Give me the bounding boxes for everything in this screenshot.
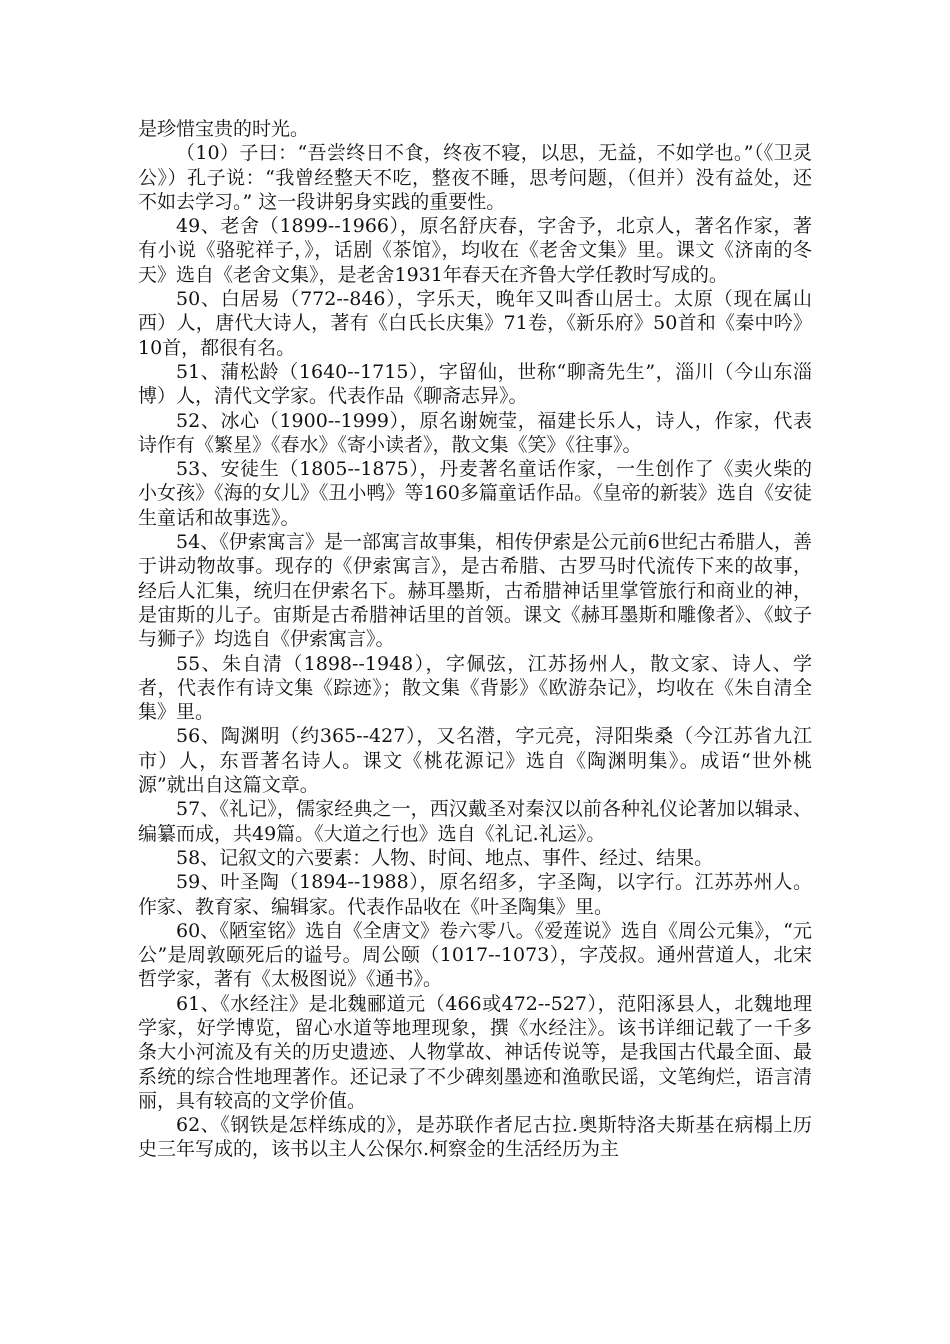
paragraph-item-53: 53、安徒生（1805--1875），丹麦著名童话作家，一生创作了《卖火柴的小女孩》《海的女儿》《丑小鸭》等160多篇童话作品。《皇帝的新装》选自《安徒生童话和故事选》。 xyxy=(138,458,812,529)
paragraph-item-57: 57、《礼记》，儒家经典之一，西汉戴圣对秦汉以前各种礼仪论著加以辑录、编纂而成，共49篇。《大道之行也》选自《礼记.礼运》。 xyxy=(138,798,812,845)
paragraph-item-54: 54、《伊索寓言》是一部寓言故事集，相传伊索是公元前6世纪古希腊人，善于讲动物故事。现存的《伊索寓言》，是古希腊、古罗马时代流传下来的故事，经后人汇集，统归在伊索名下。赫耳墨斯，古希腊神话里掌管旅行和商业的神，是宙斯的儿子。宙斯是古希腊神话里的首领。课文《赫耳墨斯和雕像者》、《蚊子与狮子》均选自《伊索寓言》。 xyxy=(138,531,812,651)
paragraph-item-58: 58、记叙文的六要素：人物、时间、地点、事件、经过、结果。 xyxy=(176,846,714,869)
paragraph-item-49: 49、老舍（1899--1966），原名舒庆春，字舍予，北京人，著名作家，著有小说《骆驼祥子，》，话剧《茶馆》，均收在《老舍文集》里。课文《济南的冬天》选自《老舍文集》，是老舍1931年春天在齐鲁大学任教时写成的。 xyxy=(138,215,812,286)
paragraph-item-56: 56、陶渊明（约365--427），又名潜，字元亮，浔阳柴桑（今江苏省九江市）人，东晋著名诗人。课文《桃花源记》选自《陶渊明集》。成语“世外桃源”就出自这篇文章。 xyxy=(138,725,812,797)
paragraph-item-51: 51、蒲松龄（1640--1715），字留仙，世称“聊斋先生”，淄川（今山东淄博）人，清代文学家。代表作品《聊斋志异》。 xyxy=(138,360,812,408)
paragraph-continuation: 是珍惜宝贵的时光。 xyxy=(138,118,310,140)
paragraph-item-55: 55、朱自清（1898--1948），字佩弦，江苏扬州人，散文家、诗人、学者，代表作有诗文集《踪迹》；散文集《背影》《欧游杂记》，均收在《朱自清全集》里。 xyxy=(138,652,812,724)
paragraph-item-52: 52、冰心（1900--1999），原名谢婉莹，福建长乐人，诗人，作家，代表诗作有《繁星》《春水》《寄小读者》，散文集《笑》《往事》。 xyxy=(138,409,812,456)
paragraph-item-60: 60、《陋室铭》选自《全唐文》卷六零八。《爱莲说》选自《周公元集》，“元公”是周敦颐死后的谥号。周公颐（1017--1073），字茂叔。通州营道人，北宋哲学家，著有《太极图说》《通书》。 xyxy=(138,919,812,991)
paragraph-item-62: 62、《钢铁是怎样练成的》，是苏联作者尼古拉.奥斯特洛夫斯基在病榻上历史三年写成的，该书以主人公保尔.柯察金的生活经历为主 xyxy=(138,1114,812,1161)
paragraph-item-59: 59、叶圣陶（1894--1988），原名绍多，字圣陶，以字行。江苏苏州人。作家、教育家、编辑家。代表作品收在《叶圣陶集》里。 xyxy=(138,871,812,918)
paragraph-item-61: 61、《水经注》是北魏郦道元（466或472--527），范阳涿县人，北魏地理学家，好学博览，留心水道等地理现象，撰《水经注》。该书详细记载了一千多条大小河流及有关的历史遗迹、人物掌故、神话传说等，是我国古代最全面、最系统的综合性地理著作。还记录了不少碑刻墨迹和渔歌民谣，文笔绚烂，语言清丽，具有较高的文学价值。 xyxy=(138,992,812,1112)
paragraph-quote-10: （10）子曰：“吾尝终日不食，终夜不寝，以思，无益，不如学也。”（《卫灵公》）孔子说：“我曾经整天不吃，整夜不睡，思考问题，（但并）没有益处，还不如去学习。” 这一段讲躬身实践的重要性。 xyxy=(138,142,812,213)
paragraph-item-50: 50、白居易（772--846），字乐天，晚年又叫香山居士。太原（现在属山西）人，唐代大诗人，著有《白氏长庆集》71卷，《新乐府》50首和《秦中吟》10首，都很有名。 xyxy=(138,288,812,359)
